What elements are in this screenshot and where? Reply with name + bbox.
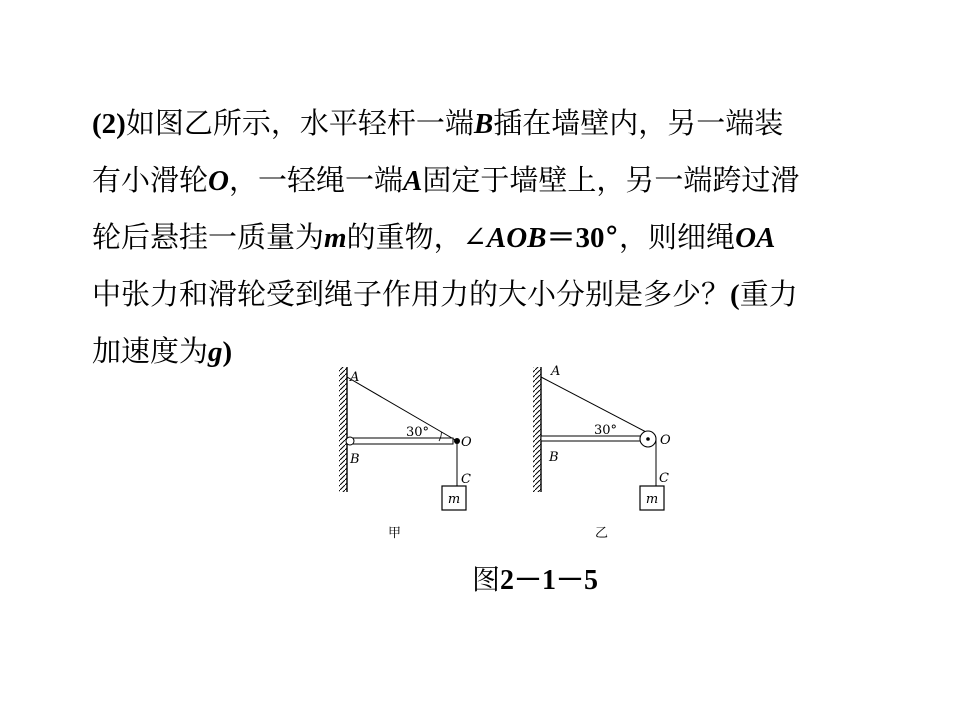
var-A: A bbox=[402, 165, 423, 197]
label-B: B bbox=[350, 452, 360, 467]
label-O: O bbox=[660, 433, 671, 448]
physics-diagram bbox=[330, 355, 690, 545]
wall-hatching bbox=[339, 367, 347, 492]
var-B: B bbox=[473, 108, 494, 140]
label-A: A bbox=[350, 370, 360, 385]
caption-prefix: 图 bbox=[472, 563, 501, 596]
var-O: O bbox=[208, 165, 229, 197]
caption-number: 2－1－5 bbox=[500, 565, 599, 596]
rod bbox=[351, 438, 453, 444]
problem-number: (2) bbox=[92, 108, 126, 140]
hinge-B bbox=[346, 437, 354, 445]
label-C: C bbox=[461, 472, 471, 487]
var-m: m bbox=[324, 222, 347, 254]
angle-label: 30° bbox=[406, 425, 430, 440]
angle-label: 30° bbox=[594, 423, 618, 438]
label-C: C bbox=[659, 471, 669, 486]
label-O: O bbox=[461, 435, 472, 450]
var-OA: OA bbox=[735, 222, 776, 254]
figure-right bbox=[533, 364, 671, 541]
mass-label: m bbox=[645, 492, 659, 507]
rope-AO bbox=[347, 377, 457, 441]
figure-caption bbox=[472, 562, 598, 599]
rod bbox=[541, 436, 641, 441]
var-g: g bbox=[208, 336, 223, 368]
figure-caption-jia: 甲 bbox=[388, 526, 402, 541]
figure-left bbox=[339, 367, 472, 541]
angle-value: ＝30 bbox=[546, 222, 605, 254]
label-B: B bbox=[549, 450, 559, 465]
problem-text: (2)如图乙所示，水平轻杆一端B插在墙壁内，另一端装 有小滑轮O，一轻绳一端A固定于墙壁上，另一端跨过滑 轮后悬挂一质量为m的重物，∠AOB＝30°，则细绳OA 中张力和滑轮受到绳子作用力的大小分别是多少？(重力 加速度为g) bbox=[92, 106, 800, 368]
label-A: A bbox=[551, 364, 561, 379]
figure-caption-yi: 乙 bbox=[595, 526, 609, 541]
wall-hatching bbox=[533, 367, 541, 492]
pulley-axle bbox=[646, 437, 650, 441]
var-AOB: AOB bbox=[486, 222, 547, 254]
mass-label: m bbox=[447, 492, 461, 507]
